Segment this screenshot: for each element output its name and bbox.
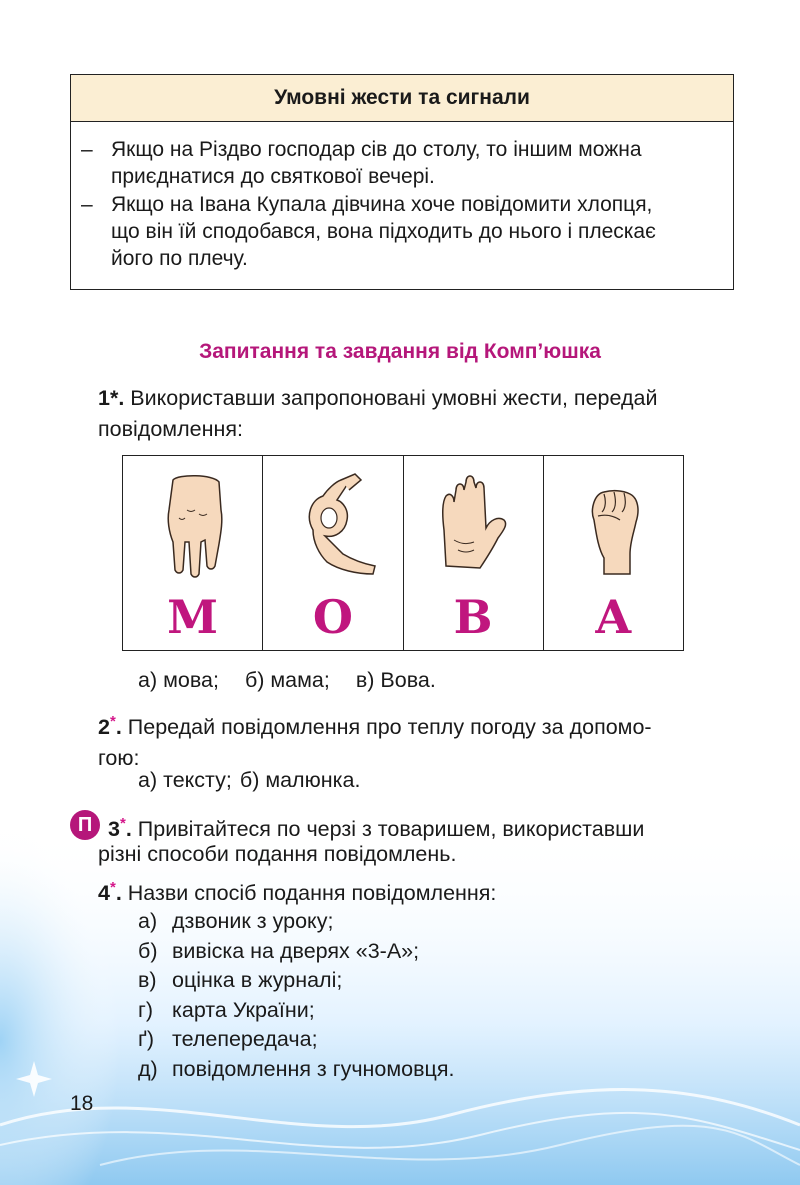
info-box-item: – Якщо на Івана Купала дівчина хоче повідомити хлопця, що він їй сподобався, вона підходить до нього і плескає його по плечу. [81, 193, 656, 270]
info-box-list [71, 122, 733, 289]
info-box-title: Умовні жести та сигнали [71, 75, 733, 122]
info-box-item: – Якщо на Різдво господар сів до столу, то іншим можна приєднатися до святкової вечері. [81, 138, 642, 188]
gesture-table [122, 455, 684, 651]
gesture-cell-m [123, 456, 263, 650]
task-1-options [138, 665, 462, 696]
list-item: а) дзвоник з уроку; [138, 909, 334, 933]
star-icon: * [109, 879, 116, 896]
gesture-cell-a [544, 456, 683, 650]
hand-gesture-m-icon [143, 470, 243, 580]
hand-gesture-a-icon [564, 470, 664, 580]
task-2-options [138, 765, 386, 796]
hand-gesture-o-icon [283, 470, 383, 580]
task-1-option: а) мова; [138, 668, 219, 692]
star-icon: * [109, 713, 116, 730]
task-2-number: 2*. [98, 713, 122, 740]
list-item: б) вивіска на дверях «3-А»; [138, 938, 420, 963]
task-1-option: б) мама; [244, 668, 330, 692]
task-1-option: в) Вова. [355, 668, 436, 692]
gesture-cell-v [404, 456, 544, 650]
letter-o: О [312, 590, 353, 644]
task-4-list [138, 907, 454, 1084]
task-2: 2*. Передай повідомлення про теплу погоду за допомо- гою: [98, 713, 652, 771]
task-3: 3*. Привітайтеся по черзі з товаришем, використавши [108, 815, 645, 842]
star-icon: * [119, 815, 126, 832]
task-4: 4*. Назви спосіб подання повідомлення: [98, 879, 497, 906]
task-4-number: 4*. [98, 879, 122, 906]
letter-m: М [167, 590, 219, 644]
task-2-option: б) малюнка. [239, 768, 361, 792]
letter-v: В [453, 590, 493, 644]
task-1-number: 1*. [98, 386, 125, 410]
gesture-cell-o [263, 456, 403, 650]
task-3-number: 3*. [108, 815, 132, 842]
task-2-option: а) тексту; [138, 768, 232, 792]
list-item: г) карта України; [138, 997, 315, 1022]
letter-a: А [594, 590, 633, 644]
list-item: ґ) телепередача; [138, 1027, 318, 1051]
task-1: 1*. Використавши запропоновані умовні жести, передай повідомлення: [98, 386, 658, 441]
list-item: д) повідомлення з гучномовця. [138, 1056, 455, 1081]
section-title: Запитання та завдання від Комп’юшка [199, 340, 601, 363]
conventional-signals-box [70, 74, 734, 290]
task-3-continuation: різні способи подання повідомлень. [98, 842, 457, 866]
hand-gesture-v-icon [424, 470, 524, 580]
pair-work-badge-icon: П [70, 810, 100, 840]
page-number: 18 [70, 1092, 94, 1115]
list-item: в) оцінка в журналі; [138, 968, 343, 992]
